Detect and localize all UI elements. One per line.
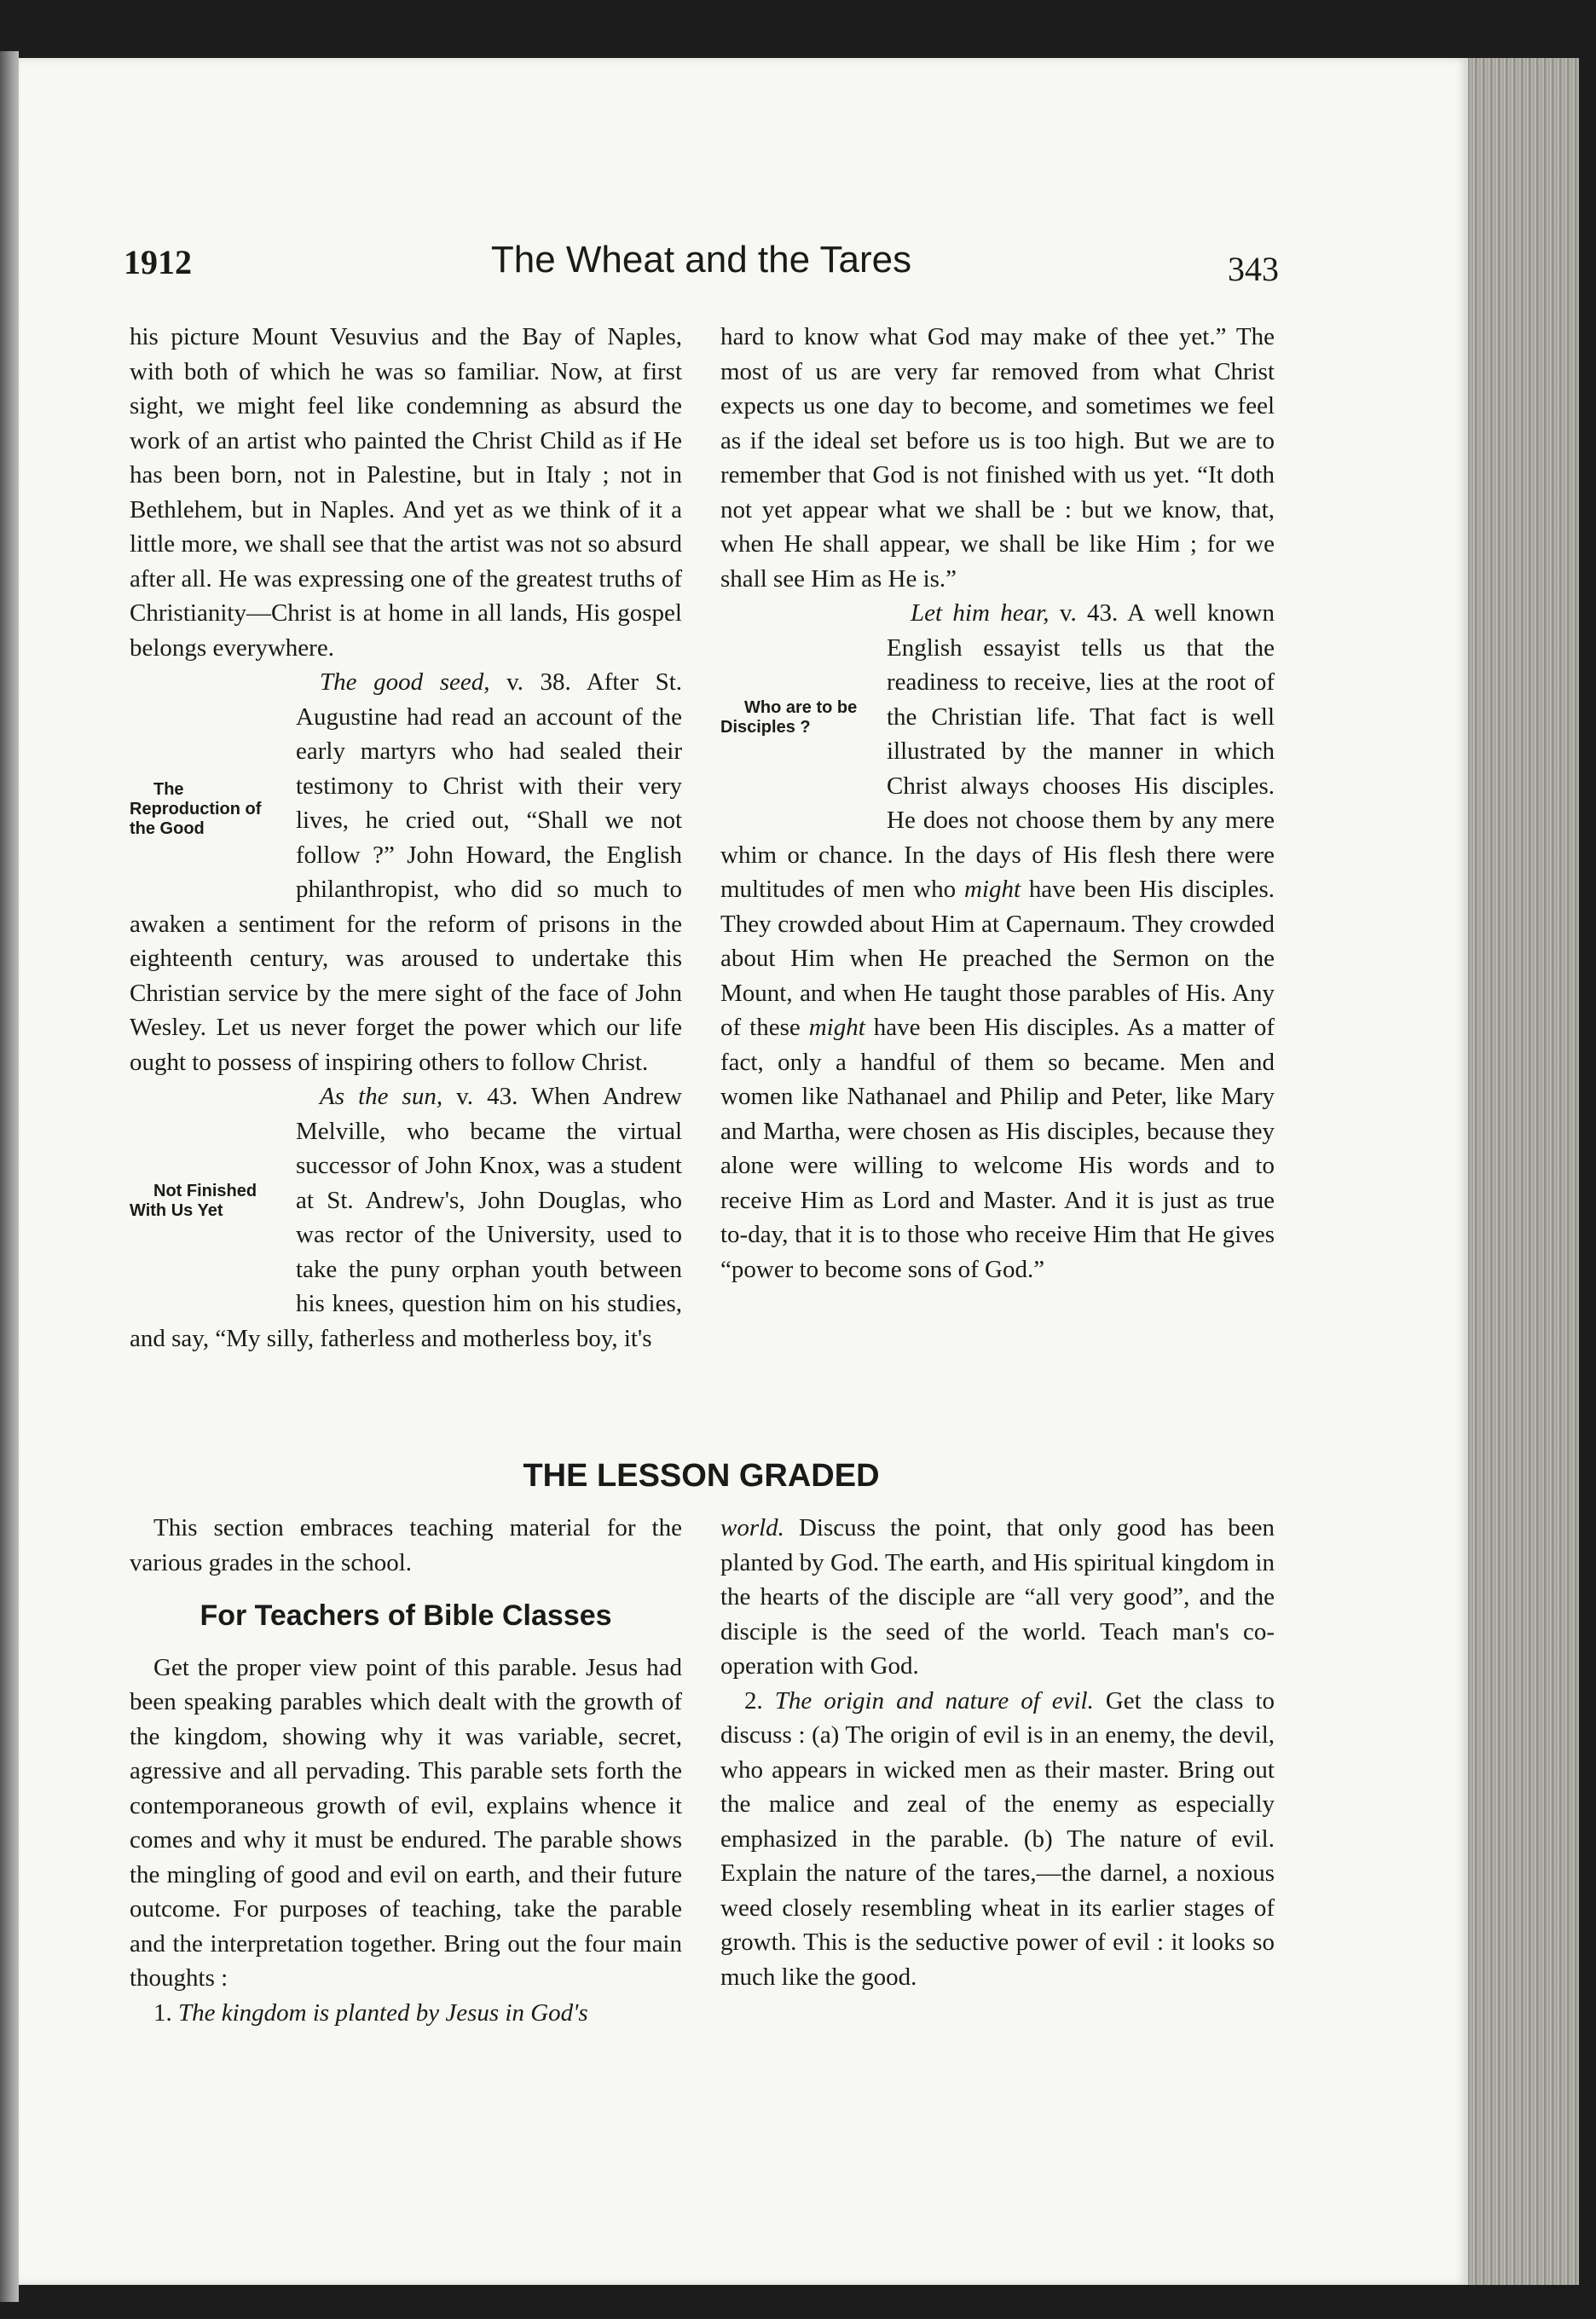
emphasis: might	[963, 876, 1021, 903]
paragraph: This section embraces teaching material for the various grades in the school.	[130, 1514, 682, 1576]
paragraph-text: Get the class to discuss : (a) The origin of evil is in an enemy, the devil, who appears in wicked men as their master. Bring out the malice and zeal of the enemy as especially emphasized in the parable. (b) The nature of evil. Explain the nature of the tares,—the darnel, a noxious weed closely resembling wheat in its earlier stages of growth. This is the seductive power of evil : it looks so much like the good.	[720, 1686, 1275, 1991]
paragraph-as-the-sun	[130, 1079, 682, 1356]
list-number: 1.	[153, 1998, 178, 2027]
section-title: THE LESSON GRADED	[523, 1458, 880, 1494]
header-title: The Wheat and the Tares	[490, 239, 912, 280]
scripture-reference: Let him hear,	[911, 599, 1050, 627]
margin-note-not-finished: Not Finished With Us Yet	[130, 1182, 257, 1220]
column-right-bottom	[720, 1511, 1275, 1994]
margin-note-disciples: Who are to be Disciples ?	[720, 698, 858, 737]
emphasis: The kingdom is planted by Jesus in God's	[178, 1998, 588, 2027]
paragraph-good-seed	[130, 665, 682, 1079]
list-number: 2.	[744, 1686, 775, 1715]
paragraph: hard to know what God may make of thee yet.” The most of us are very far removed from what Christ expects us one day to become, and sometimes we feel as if the ideal set before us is too high. But we are to remember that God is not finished with us yet. “It doth not yet appear what we shall be : but we know, that, when He shall appear, we shall be like Him ; for we shall see Him as He is.”	[720, 323, 1275, 593]
paragraph-numbered	[130, 1996, 682, 2031]
column-left-bottom	[130, 1511, 682, 2030]
paragraph-text: have been His disciples. As a matter of fact, only a handful of them so became. Men and women like Nathanael and Philip and Peter, like Mary and Martha, were chosen as His disciples, because they alone were willing to welcome His words and to receive Him as Lord and Master. And it is just as true to-day, that it is to those who receive Him that He gives “power to become sons of God.”	[720, 1014, 1275, 1283]
emphasis: might	[808, 1014, 865, 1041]
emphasis: The origin and nature of evil.	[774, 1686, 1094, 1715]
book-spine	[0, 51, 19, 2302]
paragraph-text: v. 38. After St. Augustine had read an account of the early martyrs who had sealed their testimony to Christ with their very lives, he cried out, “Shall we not follow ?” John Howard, the English philanthropist, who did so much to awaken a sentiment for the reform of prisons in the eighteenth century, was aroused to undertake this Christian service by the mere sight of the face of John Wesley. Let us never forget the power which our life ought to possess of inspiring others to follow Christ.	[130, 668, 683, 1076]
paragraph: Get the proper view point of this parable. Jesus had been speaking parables which dealt with the growth of the kingdom, showing why it was variable, secret, agressive and all pervading. This parable sets forth the contemporaneous growth of evil, explains whence it comes and why it must be endured. The parable shows the mingling of good and evil on earth, and their future outcome. For purposes of teaching, take the parable and the interpretation together. Bring out the four main thoughts :	[130, 1653, 682, 1992]
paragraph: his picture Mount Vesuvius and the Bay of Naples, with both of which he was so familiar. Now, at first sight, we might feel like condemning as absurd the work of an artist who painted the Christ Child as if He has been born, not in Palestine, but in Italy ; not in Bethlehem, but in Naples. And yet as we think of it a little more, we shall see that the artist was not so absurd after all. He was expressing one of the greatest truths of Christianity—Christ is at home in all lands, His gospel belongs everywhere.	[130, 323, 682, 662]
column-left-top	[130, 320, 682, 1356]
page-fore-edge	[1468, 58, 1579, 2285]
paragraph	[720, 1511, 1275, 1684]
subheading: For Teachers of Bible Classes	[200, 1599, 612, 1632]
column-right-top	[720, 320, 1275, 1287]
running-header	[124, 239, 1279, 290]
paragraph-let-him-hear	[720, 596, 1275, 1287]
paragraph-text: v. 43. When Andrew Melville, who became the virtual successor of John Knox, was a student at St. Andrew's, John Douglas, who was rector of the University, used to take the puny orphan youth between his knees, question him on his studies, and say, “My silly, fatherless and motherless boy, it's	[130, 1083, 682, 1352]
paragraph-text: v. 43. A well known English essayist tells us that the readiness to receive, lies at the root of the Christian life. That fact is well illustrated by the manner in which Christ always chooses His disciples. He does not choose them by any mere whim or chance. In the days of His flesh there were multitudes of men who	[720, 599, 1275, 903]
scripture-reference: The good seed,	[320, 668, 490, 696]
paragraph-text: have been His disciples. They crowded about Him at Capernaum. They crowded about Him when He preached the Sermon on the Mount, and when He taught those parables of His. Any of these	[720, 876, 1275, 1041]
page-number: 343	[1228, 250, 1279, 288]
margin-note-reproduction: The Reproduction of the Good	[130, 780, 262, 838]
emphasis: world.	[720, 1514, 784, 1541]
header-year: 1912	[124, 243, 192, 281]
paragraph-text: Discuss the point, that only good has been planted by God. The earth, and His spiritual kingdom in the hearts of the disciple are “all very good”, and the disciple is the seed of the world. Teach man's co-operation with God.	[720, 1514, 1275, 1680]
scripture-reference: As the sun,	[320, 1083, 443, 1110]
paragraph-numbered	[720, 1684, 1275, 1995]
